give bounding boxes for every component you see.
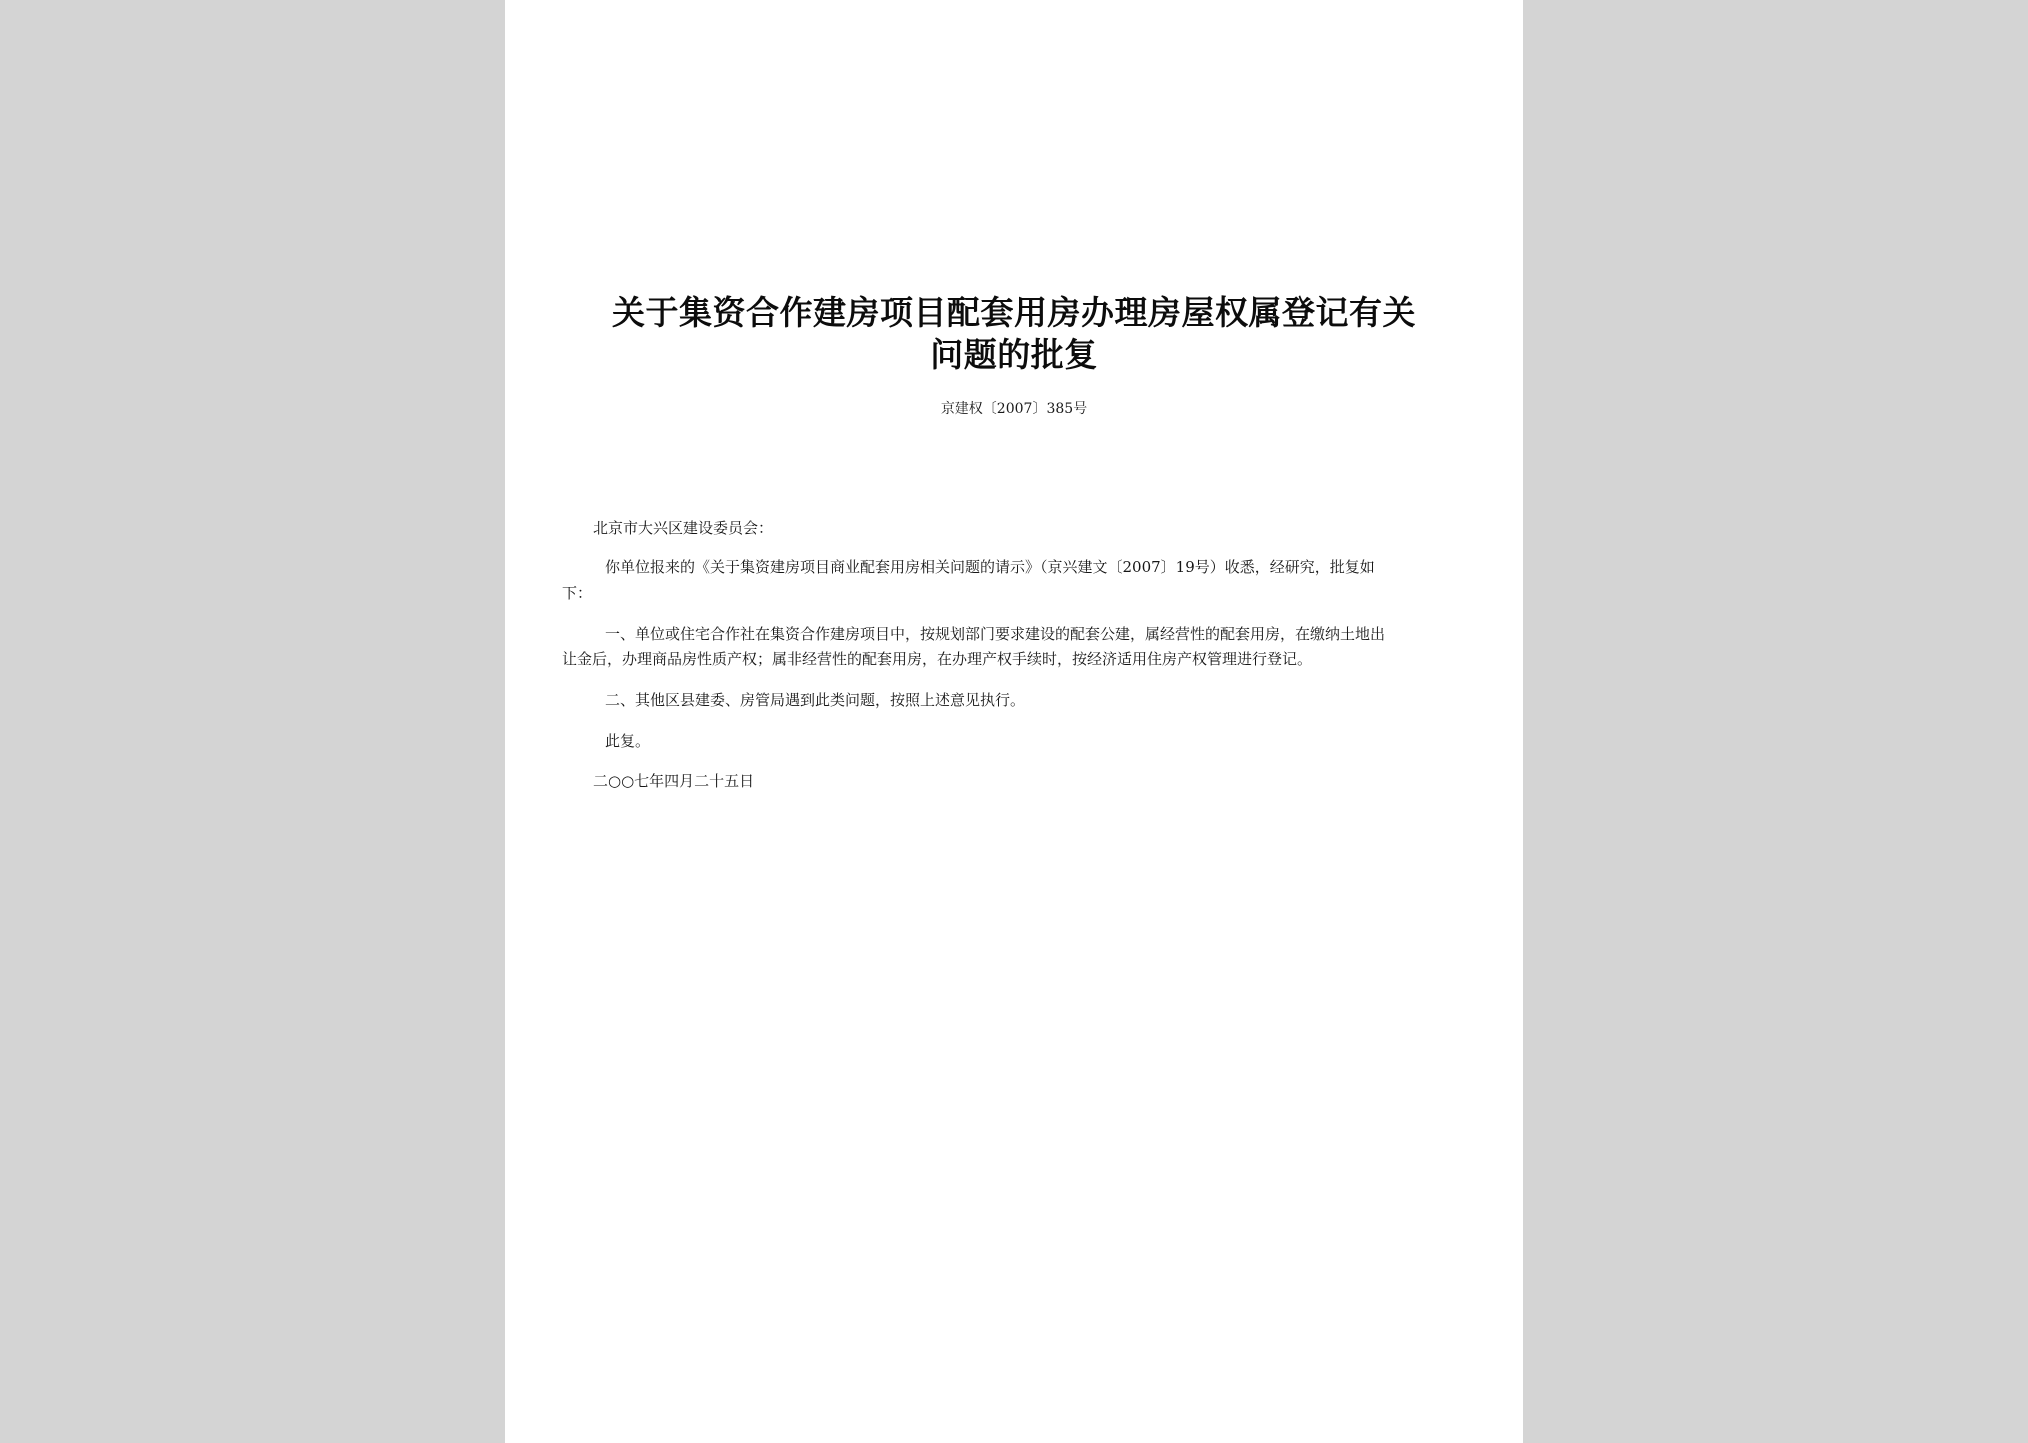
document-title-line-2: 问题的批复 (930, 335, 1098, 374)
addressee: 北京市大兴区建设委员会： (593, 519, 774, 537)
paragraph-4: 此复。 (605, 732, 651, 750)
paragraph-1-line-1: 你单位报来的《关于集资建房项目商业配套用房相关问题的请示》（京兴建文〔2007〕19号）收悉，经研究，批复如 (605, 558, 1375, 576)
paragraph-2-line-1: 一、单位或住宅合作社在集资合作建房项目中，按规划部门要求建设的配套公建，属经营性的配套用房，在缴纳土地出 (605, 625, 1386, 643)
document-date: 二○○七年四月二十五日 (593, 772, 755, 790)
paragraph-3: 二、其他区县建委、房管局遇到此类问题，按照上述意见执行。 (605, 691, 1026, 709)
document-number: 京建权〔2007〕385号 (940, 401, 1088, 417)
paragraph-2-line-2: 让金后，办理商品房性质产权；属非经营性的配套用房，在办理产权手续时，按经济适用住房产权管理进行登记。 (562, 650, 1313, 668)
document-title-line-1: 关于集资合作建房项目配套用房办理房屋权属登记有关 (612, 293, 1416, 332)
document-page (505, 0, 1523, 1443)
paragraph-1-line-2: 下： (562, 584, 593, 602)
